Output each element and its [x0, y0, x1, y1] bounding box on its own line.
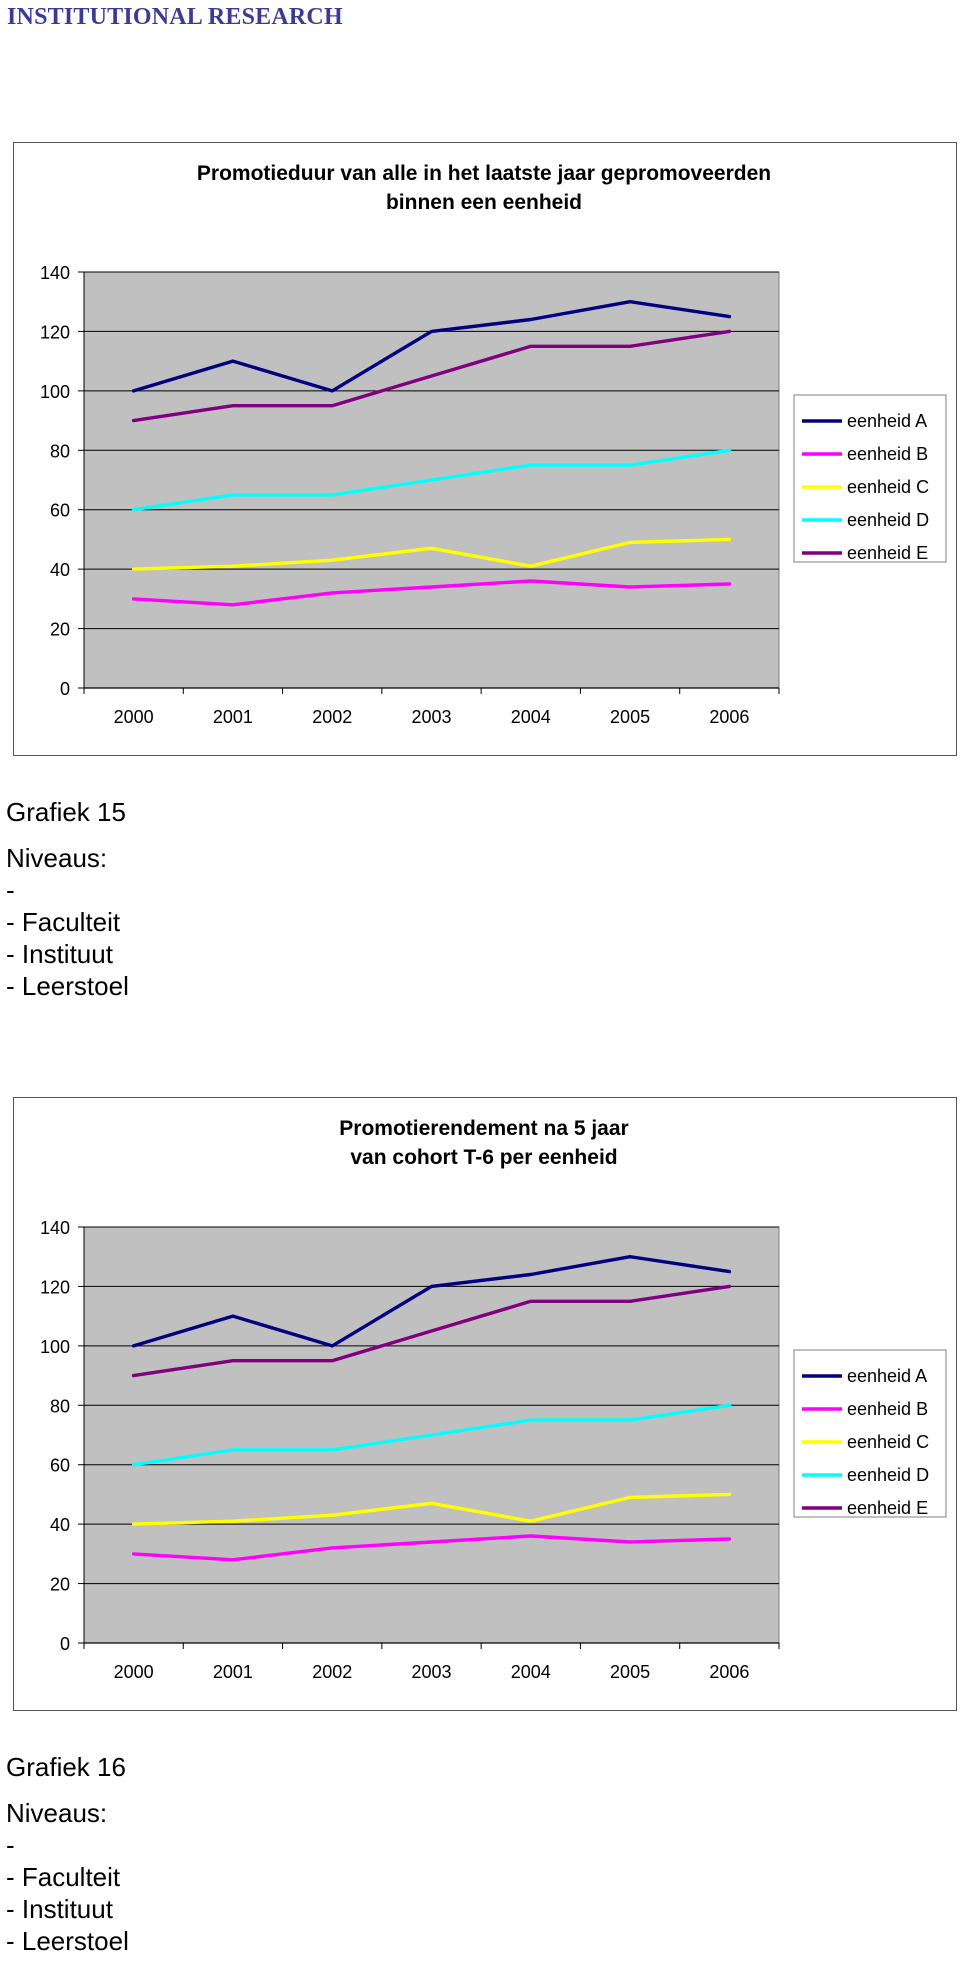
legend-label: eenheid A	[847, 411, 928, 431]
legend-label: eenheid B	[847, 1399, 929, 1419]
chart-1	[13, 142, 957, 756]
y-tick-label: 80	[49, 441, 70, 462]
x-tick-label: 2005	[610, 1662, 651, 1682]
levels-title: Niveaus:	[6, 1798, 108, 1828]
y-tick-label: 20	[49, 619, 70, 640]
y-tick-label: 80	[49, 1396, 70, 1417]
y-tick-label: 140	[39, 1218, 70, 1238]
chart-title-line: Promotieduur van alle in het laatste jaar gepromoveerden	[196, 162, 772, 185]
level-item: - Faculteit	[6, 907, 121, 937]
levels-title: Niveaus:	[6, 843, 108, 873]
x-tick-label: 2004	[510, 1662, 551, 1682]
x-tick-label: 2000	[113, 707, 154, 727]
legend-label: eenheid A	[847, 1366, 928, 1386]
chart-caption: Grafiek 15	[6, 797, 126, 827]
level-item: - Faculteit	[6, 1862, 121, 1892]
page-header-title: INSTITUTIONAL RESEARCH	[7, 4, 343, 30]
chart-title-line: van cohort T-6 per eenheid	[350, 1146, 618, 1169]
y-tick-label: 60	[49, 1455, 70, 1476]
y-tick-label: 100	[39, 381, 70, 402]
x-tick-label: 2001	[212, 1662, 253, 1682]
y-tick-label: 60	[49, 500, 70, 521]
y-tick-label: 140	[39, 263, 70, 283]
level-item: -	[6, 875, 15, 905]
legend-label: eenheid B	[847, 444, 929, 464]
x-tick-label: 2005	[610, 707, 651, 727]
x-tick-label: 2004	[510, 707, 551, 727]
y-tick-label: 0	[59, 1634, 70, 1654]
x-tick-label: 2001	[212, 707, 253, 727]
x-tick-label: 2000	[113, 1662, 154, 1682]
level-item: - Instituut	[6, 1894, 113, 1924]
chart-1-svg	[14, 143, 956, 755]
legend-label: eenheid C	[847, 477, 930, 497]
caption-block-1	[6, 796, 129, 1002]
y-tick-label: 0	[59, 679, 70, 699]
chart-title-line: Promotierendement na 5 jaar	[339, 1117, 629, 1140]
y-tick-label: 120	[39, 322, 70, 343]
level-item: - Instituut	[6, 939, 113, 969]
chart-2	[13, 1097, 957, 1711]
x-tick-label: 2002	[312, 707, 353, 727]
x-tick-label: 2002	[312, 1662, 353, 1682]
x-tick-label: 2006	[709, 1662, 750, 1682]
legend-label: eenheid E	[847, 543, 929, 563]
legend-label: eenheid D	[847, 510, 930, 530]
y-tick-label: 20	[49, 1574, 70, 1595]
chart-caption: Grafiek 16	[6, 1752, 126, 1782]
y-tick-label: 120	[39, 1277, 70, 1298]
y-tick-label: 100	[39, 1336, 70, 1357]
legend-label: eenheid C	[847, 1432, 930, 1452]
caption-block-2	[6, 1751, 129, 1957]
y-tick-label: 40	[49, 1515, 70, 1536]
x-tick-label: 2003	[411, 1662, 452, 1682]
legend-label: eenheid E	[847, 1498, 929, 1518]
y-tick-label: 40	[49, 560, 70, 581]
level-item: - Leerstoel	[6, 971, 129, 1001]
x-tick-label: 2006	[709, 707, 750, 727]
legend-label: eenheid D	[847, 1465, 930, 1485]
level-item: -	[6, 1830, 15, 1860]
chart-title-line: binnen een eenheid	[385, 191, 583, 214]
chart-2-svg	[14, 1098, 956, 1710]
level-item: - Leerstoel	[6, 1926, 129, 1956]
x-tick-label: 2003	[411, 707, 452, 727]
